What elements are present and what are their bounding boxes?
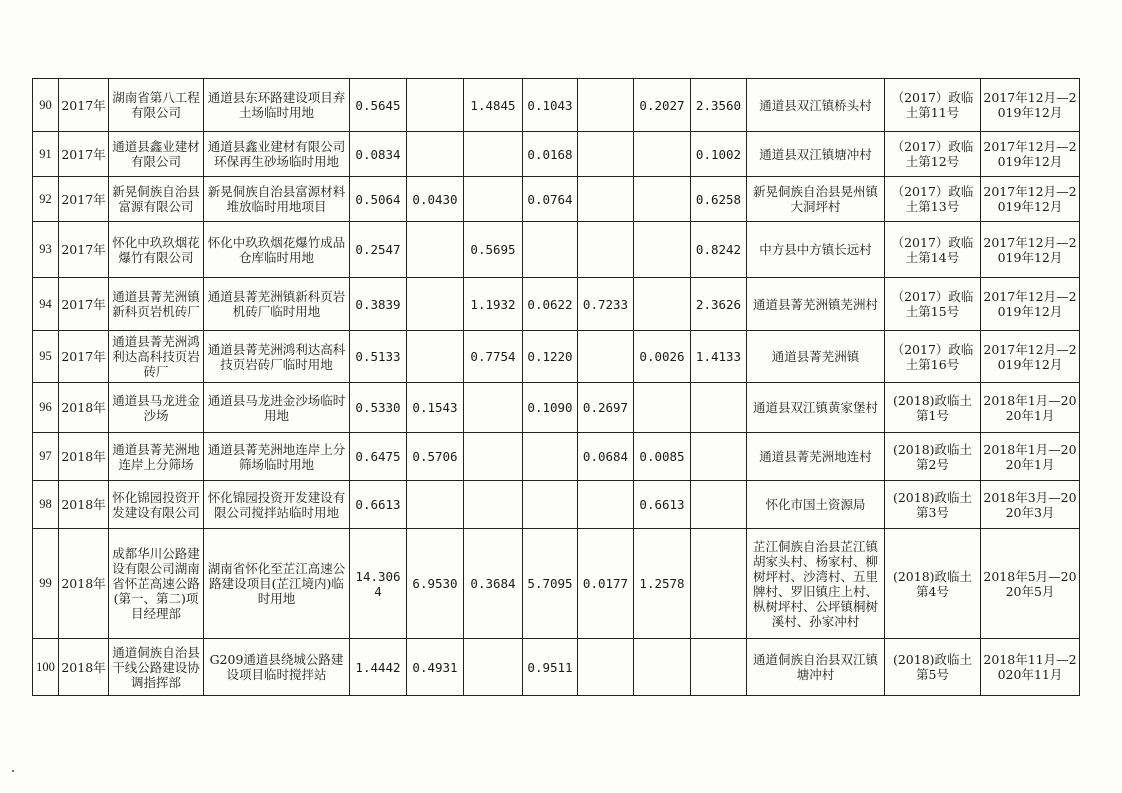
- area-col-5-cell: 0.2027: [634, 79, 691, 132]
- row-number-cell: 94: [33, 278, 59, 331]
- area-col-3-cell: 5.7095: [523, 529, 578, 639]
- area-total-cell: 0.2547: [350, 222, 407, 278]
- period-cell: 2017年12月—2019年12月: [981, 79, 1080, 132]
- approval-number-cell: （2017）政临土第13号: [885, 177, 981, 222]
- area-col-1-cell: [407, 278, 464, 331]
- table-row: [33, 79, 1080, 132]
- project-name-cell: 湖南省怀化至芷江高速公路建设项目(芷江境内)临时用地: [204, 529, 350, 639]
- location-cell: 通道县菁芜洲镇: [747, 331, 885, 383]
- row-number-cell: 96: [33, 383, 59, 433]
- company-cell: 成都华川公路建设有限公司湖南省怀芷高速公路(第一、第二)项目经理部: [109, 529, 204, 639]
- area-col-5-cell: 1.2578: [634, 529, 691, 639]
- year-cell: 2017年: [59, 278, 109, 331]
- area-sum-cell: [691, 481, 747, 529]
- year-cell: 2017年: [59, 79, 109, 132]
- area-sum-cell: 0.1002: [691, 132, 747, 177]
- area-col-2-cell: [464, 132, 523, 177]
- project-name-cell: 通道县菁芜洲鸿利达高科技页岩砖厂临时用地: [204, 331, 350, 383]
- area-col-3-cell: 0.1220: [523, 331, 578, 383]
- row-number-cell: 92: [33, 177, 59, 222]
- approval-number-cell: (2018)政临土第2号: [885, 433, 981, 481]
- period-cell: 2018年1月—2020年1月: [981, 383, 1080, 433]
- area-sum-cell: 2.3560: [691, 79, 747, 132]
- year-cell: 2018年: [59, 529, 109, 639]
- table-row: [33, 433, 1080, 481]
- area-col-2-cell: [464, 433, 523, 481]
- area-total-cell: 1.4442: [350, 639, 407, 696]
- approval-number-cell: （2017）政临土第16号: [885, 331, 981, 383]
- year-cell: 2017年: [59, 132, 109, 177]
- location-cell: 通道县菁芜洲镇芜洲村: [747, 278, 885, 331]
- area-col-2-cell: 0.7754: [464, 331, 523, 383]
- area-sum-cell: 2.3626: [691, 278, 747, 331]
- table-row: [33, 481, 1080, 529]
- project-name-cell: 怀化中玖玖烟花爆竹成品仓库临时用地: [204, 222, 350, 278]
- area-col-2-cell: [464, 639, 523, 696]
- year-cell: 2018年: [59, 481, 109, 529]
- row-number-cell: 90: [33, 79, 59, 132]
- area-col-5-cell: [634, 177, 691, 222]
- area-col-1-cell: [407, 481, 464, 529]
- location-cell: 通道县双江镇塘冲村: [747, 132, 885, 177]
- year-cell: 2017年: [59, 331, 109, 383]
- table-row: [33, 278, 1080, 331]
- table-row: [33, 331, 1080, 383]
- area-col-5-cell: [634, 639, 691, 696]
- period-cell: 2017年12月—2019年12月: [981, 331, 1080, 383]
- approval-number-cell: （2017）政临土第14号: [885, 222, 981, 278]
- project-name-cell: 通道县东环路建设项目弃土场临时用地: [204, 79, 350, 132]
- area-col-1-cell: 0.0430: [407, 177, 464, 222]
- period-cell: 2018年1月—2020年1月: [981, 433, 1080, 481]
- period-cell: 2017年12月—2019年12月: [981, 132, 1080, 177]
- area-total-cell: 0.5330: [350, 383, 407, 433]
- row-number-cell: 97: [33, 433, 59, 481]
- project-name-cell: G209通道县绕城公路建设项目临时搅拌站: [204, 639, 350, 696]
- approval-number-cell: (2018)政临土第4号: [885, 529, 981, 639]
- area-col-3-cell: 0.0622: [523, 278, 578, 331]
- area-col-4-cell: [578, 639, 634, 696]
- area-col-3-cell: 0.1043: [523, 79, 578, 132]
- location-cell: 中方县中方镇长远村: [747, 222, 885, 278]
- area-col-1-cell: [407, 222, 464, 278]
- area-col-3-cell: 0.9511: [523, 639, 578, 696]
- company-cell: 通道县菁芜洲地连岸上分筛场: [109, 433, 204, 481]
- area-col-4-cell: 0.0684: [578, 433, 634, 481]
- area-col-3-cell: [523, 481, 578, 529]
- year-cell: 2018年: [59, 433, 109, 481]
- area-col-3-cell: [523, 433, 578, 481]
- area-total-cell: 0.5133: [350, 331, 407, 383]
- area-sum-cell: [691, 639, 747, 696]
- project-name-cell: 通道县马龙进金沙场临时用地: [204, 383, 350, 433]
- project-name-cell: 新晃侗族自治县富源材料堆放临时用地项目: [204, 177, 350, 222]
- temporary-land-use-table: [32, 78, 1080, 696]
- project-name-cell: 通道县鑫业建材有限公司环保再生砂场临时用地: [204, 132, 350, 177]
- row-number-cell: 100: [33, 639, 59, 696]
- row-number-cell: 93: [33, 222, 59, 278]
- area-col-5-cell: 0.0026: [634, 331, 691, 383]
- period-cell: 2018年5月—2020年5月: [981, 529, 1080, 639]
- area-col-4-cell: [578, 132, 634, 177]
- company-cell: 通道县鑫业建材有限公司: [109, 132, 204, 177]
- area-col-4-cell: 0.7233: [578, 278, 634, 331]
- row-number-cell: 98: [33, 481, 59, 529]
- area-sum-cell: [691, 529, 747, 639]
- company-cell: 通道县菁芜洲镇新科页岩机砖厂: [109, 278, 204, 331]
- area-col-1-cell: 0.1543: [407, 383, 464, 433]
- area-total-cell: 0.5645: [350, 79, 407, 132]
- company-cell: 新晃侗族自治县富源有限公司: [109, 177, 204, 222]
- area-col-1-cell: [407, 331, 464, 383]
- area-col-4-cell: [578, 222, 634, 278]
- area-col-5-cell: [634, 132, 691, 177]
- area-col-1-cell: [407, 79, 464, 132]
- area-total-cell: 0.6613: [350, 481, 407, 529]
- approval-number-cell: (2018)政临土第3号: [885, 481, 981, 529]
- location-cell: 新晃侗族自治县晃州镇大洞坪村: [747, 177, 885, 222]
- company-cell: 怀化锦园投资开发建设有限公司: [109, 481, 204, 529]
- year-cell: 2017年: [59, 177, 109, 222]
- approval-number-cell: (2018)政临土第1号: [885, 383, 981, 433]
- scan-speck: [12, 770, 14, 772]
- location-cell: 通道侗族自治县双江镇塘冲村: [747, 639, 885, 696]
- area-col-2-cell: 0.3684: [464, 529, 523, 639]
- area-col-1-cell: 0.4931: [407, 639, 464, 696]
- row-number-cell: 91: [33, 132, 59, 177]
- area-col-3-cell: 0.0168: [523, 132, 578, 177]
- project-name-cell: 通道县菁芜洲地连岸上分筛场临时用地: [204, 433, 350, 481]
- period-cell: 2018年11月—2020年11月: [981, 639, 1080, 696]
- project-name-cell: 通道县菁芜洲镇新科页岩机砖厂临时用地: [204, 278, 350, 331]
- row-number-cell: 95: [33, 331, 59, 383]
- year-cell: 2018年: [59, 639, 109, 696]
- area-col-1-cell: [407, 132, 464, 177]
- area-sum-cell: 1.4133: [691, 331, 747, 383]
- company-cell: 通道侗族自治县干线公路建设协调指挥部: [109, 639, 204, 696]
- location-cell: 通道县菁芜洲地连村: [747, 433, 885, 481]
- area-col-2-cell: [464, 481, 523, 529]
- table-row: [33, 639, 1080, 696]
- approval-number-cell: (2018)政临土第5号: [885, 639, 981, 696]
- area-col-4-cell: [578, 481, 634, 529]
- period-cell: 2017年12月—2019年12月: [981, 278, 1080, 331]
- company-cell: 湖南省第八工程有限公司: [109, 79, 204, 132]
- company-cell: 通道县菁芜洲鸿利达高科技页岩砖厂: [109, 331, 204, 383]
- approval-number-cell: （2017）政临土第11号: [885, 79, 981, 132]
- location-cell: 通道县双江镇黄家堡村: [747, 383, 885, 433]
- row-number-cell: 99: [33, 529, 59, 639]
- area-col-2-cell: 1.1932: [464, 278, 523, 331]
- area-col-2-cell: 1.4845: [464, 79, 523, 132]
- area-col-4-cell: 0.0177: [578, 529, 634, 639]
- area-col-2-cell: [464, 383, 523, 433]
- area-col-3-cell: [523, 222, 578, 278]
- year-cell: 2017年: [59, 222, 109, 278]
- area-col-2-cell: 0.5695: [464, 222, 523, 278]
- table-row: [33, 529, 1080, 639]
- year-cell: 2018年: [59, 383, 109, 433]
- location-cell: 怀化市国土资源局: [747, 481, 885, 529]
- area-col-5-cell: 0.0085: [634, 433, 691, 481]
- area-col-4-cell: [578, 79, 634, 132]
- period-cell: 2018年3月—2020年3月: [981, 481, 1080, 529]
- location-cell: 通道县双江镇桥头村: [747, 79, 885, 132]
- area-col-4-cell: 0.2697: [578, 383, 634, 433]
- area-col-5-cell: 0.6613: [634, 481, 691, 529]
- area-col-5-cell: [634, 222, 691, 278]
- area-total-cell: 0.5064: [350, 177, 407, 222]
- area-col-3-cell: 0.0764: [523, 177, 578, 222]
- area-col-5-cell: [634, 278, 691, 331]
- company-cell: 怀化中玖玖烟花爆竹有限公司: [109, 222, 204, 278]
- area-total-cell: 14.3064: [350, 529, 407, 639]
- area-col-1-cell: 0.5706: [407, 433, 464, 481]
- project-name-cell: 怀化锦园投资开发建设有限公司搅拌站临时用地: [204, 481, 350, 529]
- period-cell: 2017年12月—2019年12月: [981, 177, 1080, 222]
- area-col-3-cell: 0.1090: [523, 383, 578, 433]
- area-sum-cell: 0.8242: [691, 222, 747, 278]
- area-sum-cell: [691, 433, 747, 481]
- area-col-4-cell: [578, 177, 634, 222]
- approval-number-cell: （2017）政临土第15号: [885, 278, 981, 331]
- area-col-5-cell: [634, 383, 691, 433]
- table-row: [33, 132, 1080, 177]
- area-col-1-cell: 6.9530: [407, 529, 464, 639]
- area-total-cell: 0.3839: [350, 278, 407, 331]
- location-cell: 芷江侗族自治县芷江镇胡家头村、杨家村、柳树坪村、沙湾村、五里牌村、罗旧镇庄上村、枞树坪村、公坪镇桐树溪村、孙家冲村: [747, 529, 885, 639]
- area-col-4-cell: [578, 331, 634, 383]
- table-row: [33, 177, 1080, 222]
- table-row: [33, 222, 1080, 278]
- area-total-cell: 0.6475: [350, 433, 407, 481]
- company-cell: 通道县马龙进金沙场: [109, 383, 204, 433]
- area-col-2-cell: [464, 177, 523, 222]
- area-sum-cell: 0.6258: [691, 177, 747, 222]
- area-sum-cell: [691, 383, 747, 433]
- period-cell: 2017年12月—2019年12月: [981, 222, 1080, 278]
- table-row: [33, 383, 1080, 433]
- area-total-cell: 0.0834: [350, 132, 407, 177]
- approval-number-cell: （2017）政临土第12号: [885, 132, 981, 177]
